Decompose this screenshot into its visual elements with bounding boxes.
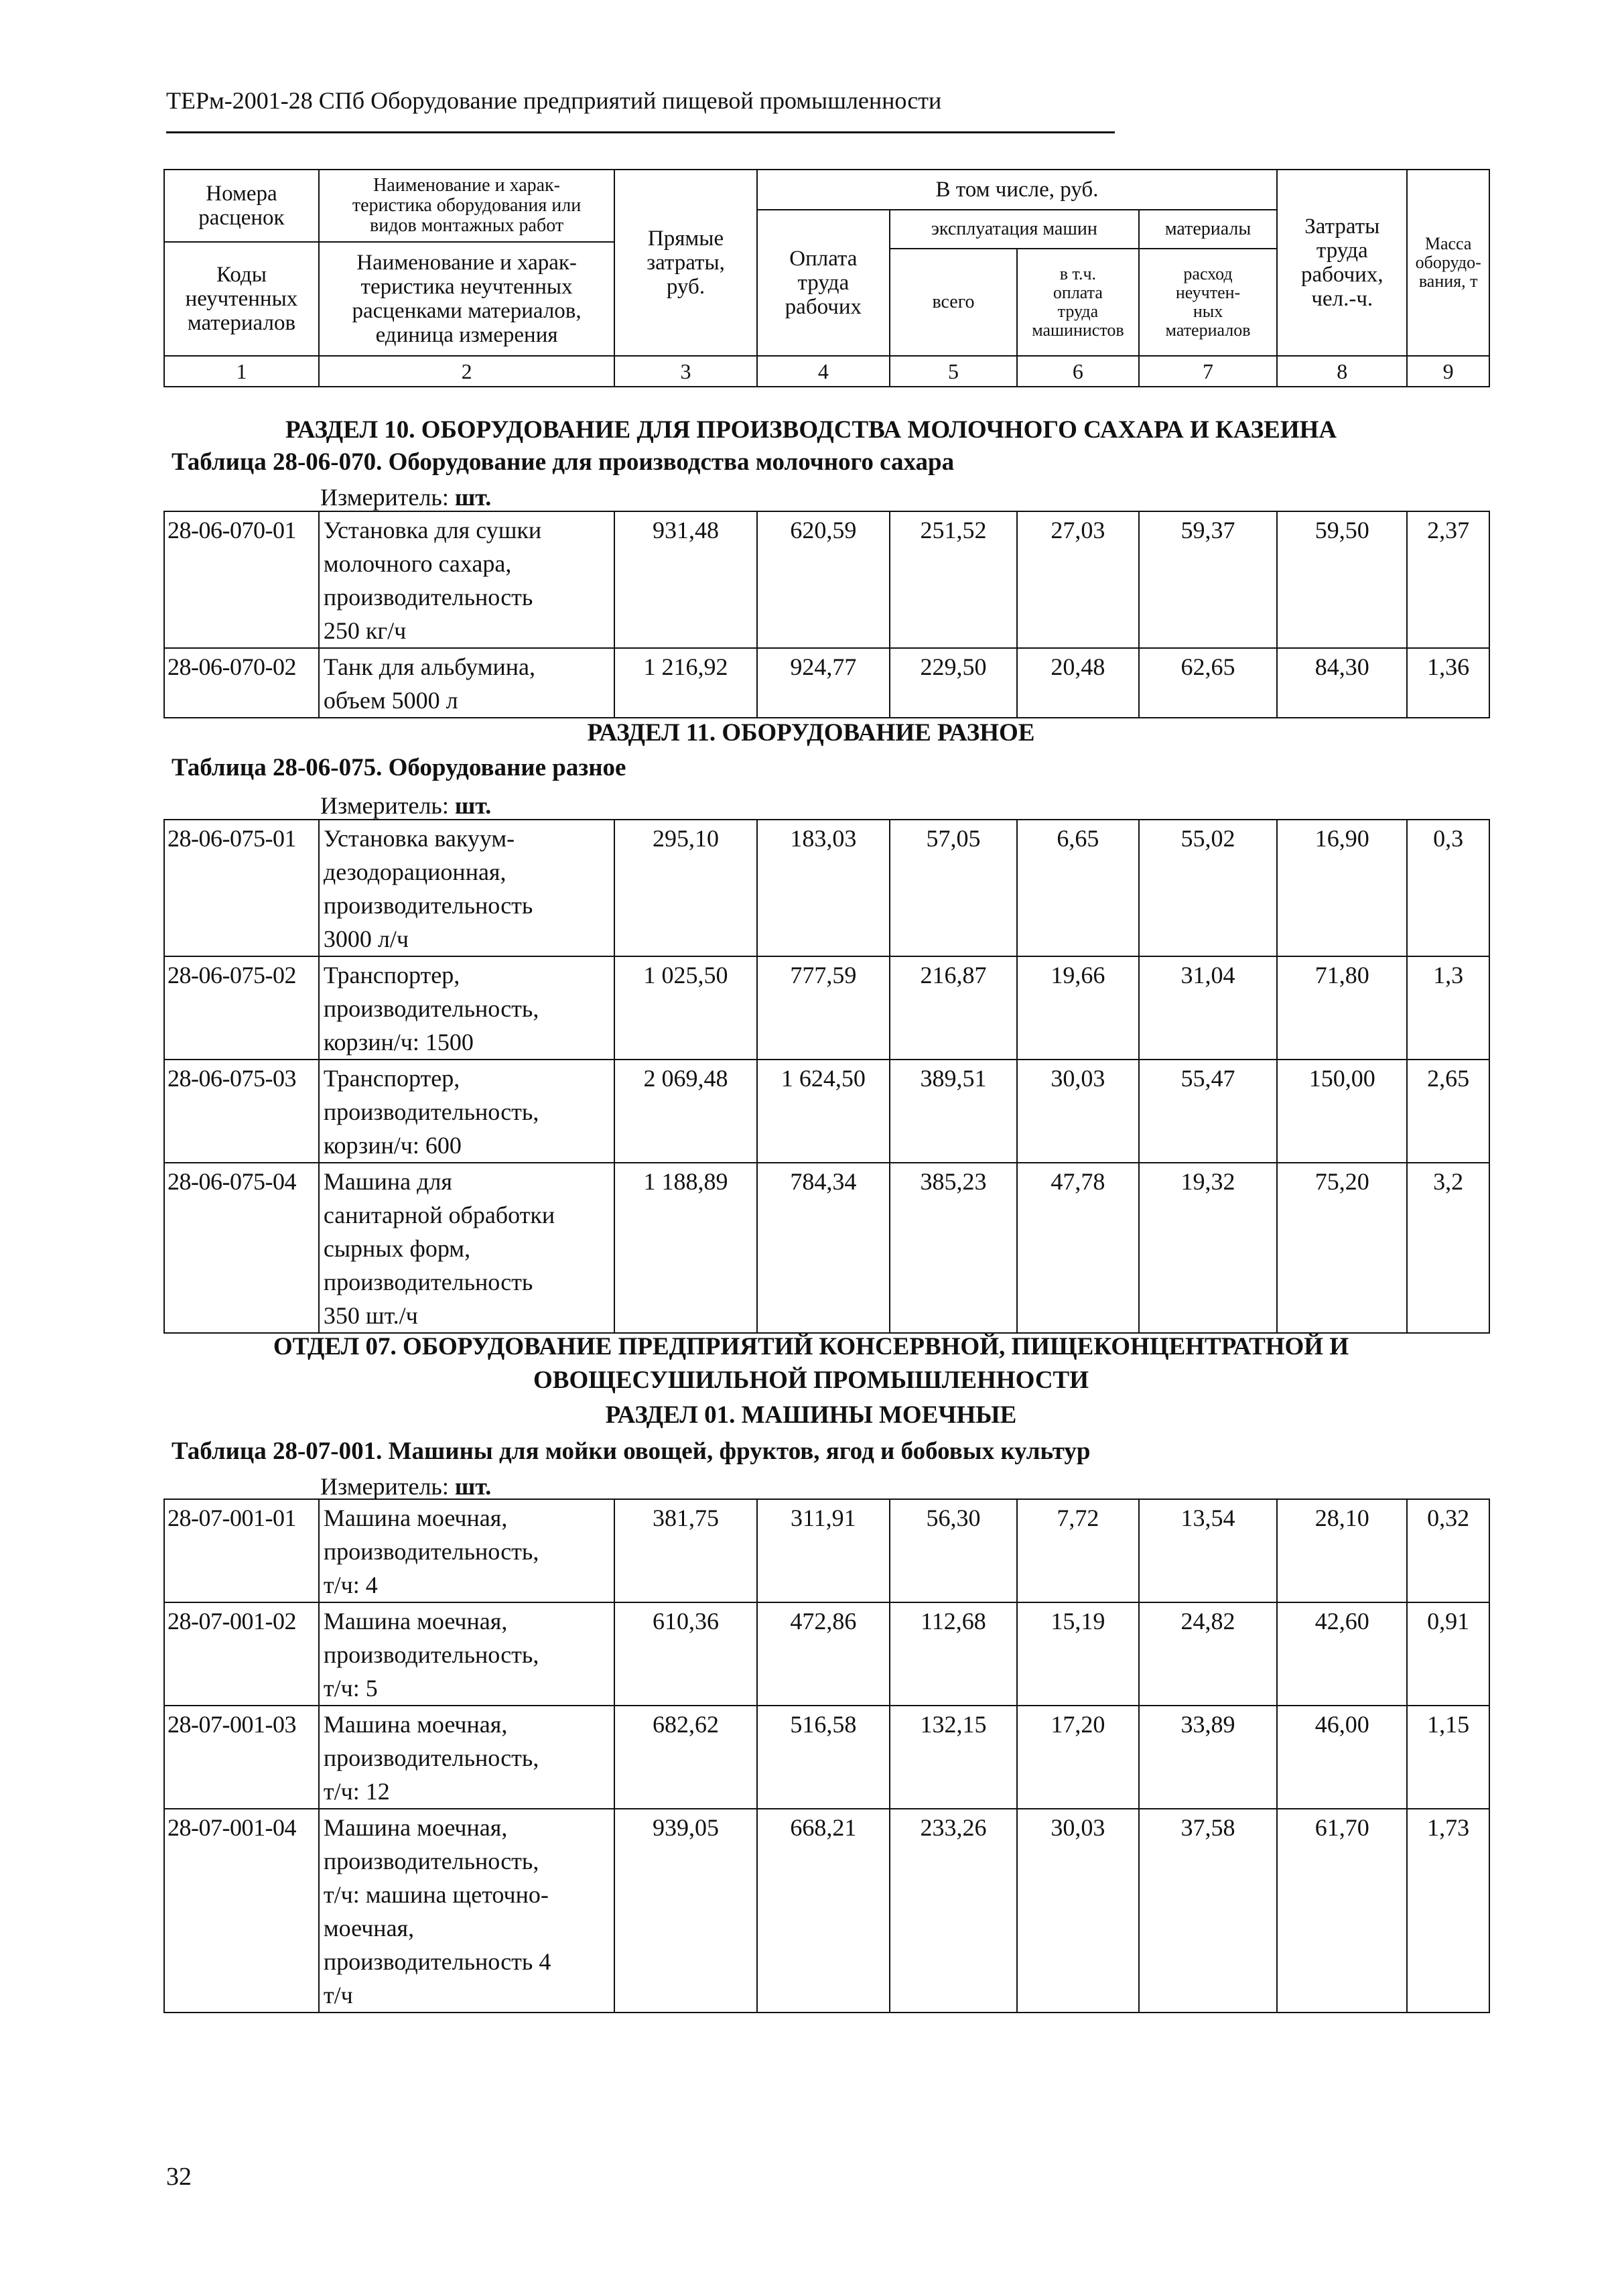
department-title-line1: ОТДЕЛ 07. ОБОРУДОВАНИЕ ПРЕДПРИЯТИЙ КОНСЕРВНОЙ, ПИЩЕКОНЦЕНТРАТНОЙ И bbox=[273, 1333, 1349, 1360]
description-line: корзин/ч: 600 bbox=[323, 1132, 462, 1159]
header-line: Оплата bbox=[789, 247, 858, 271]
description-line: производительность, bbox=[323, 995, 539, 1022]
equipment-mass-value: 0,91 bbox=[1407, 1602, 1489, 1706]
machinist-wages-value: 30,03 bbox=[1017, 1809, 1139, 2013]
worker-wages-value: 311,91 bbox=[757, 1499, 890, 1602]
machinist-wages-value: 17,20 bbox=[1017, 1706, 1139, 1809]
labor-hours-value: 28,10 bbox=[1277, 1499, 1407, 1602]
description-line: Установка вакуум- bbox=[323, 825, 515, 852]
machinist-wages-value: 7,72 bbox=[1017, 1499, 1139, 1602]
measure-label-text: Измеритель: bbox=[320, 1473, 449, 1500]
description-line: производительность bbox=[323, 584, 533, 611]
measure-label bbox=[320, 483, 491, 512]
machinist-wages-value: 19,66 bbox=[1017, 956, 1139, 1060]
direct-costs-value: 1 025,50 bbox=[614, 956, 757, 1060]
header-line: оплата bbox=[1053, 283, 1103, 302]
table-row bbox=[164, 1602, 1489, 1706]
column-header-table bbox=[163, 169, 1490, 387]
equipment-mass-value: 3,2 bbox=[1407, 1163, 1489, 1333]
header-line: труда bbox=[1057, 302, 1099, 321]
rate-code: 28-07-001-01 bbox=[164, 1499, 319, 1602]
header-line: неучтенных bbox=[185, 287, 298, 311]
table-row bbox=[164, 956, 1489, 1060]
direct-costs-value: 295,10 bbox=[614, 820, 757, 956]
description-line: производительность, bbox=[323, 1538, 539, 1565]
description-line: дезодорационная, bbox=[323, 858, 506, 885]
rate-description bbox=[319, 1602, 614, 1706]
description-line: молочного сахара, bbox=[323, 550, 512, 577]
table-title: Таблица 28-06-075. Оборудование разное bbox=[172, 754, 626, 781]
col-name-header bbox=[319, 170, 614, 356]
rate-description bbox=[319, 1499, 614, 1602]
table-row bbox=[164, 511, 1489, 648]
table-28-06-075 bbox=[163, 819, 1490, 1334]
direct-costs-value: 381,75 bbox=[614, 1499, 757, 1602]
header-rule bbox=[166, 131, 1115, 133]
description-line: Установка для сушки bbox=[323, 517, 542, 544]
header-line: труда bbox=[797, 271, 850, 295]
table-title: Таблица 28-06-070. Оборудование для производства молочного сахара bbox=[172, 448, 955, 476]
measure-unit: шт. bbox=[454, 792, 492, 819]
description-line: производительность bbox=[323, 1269, 533, 1295]
description-line: Машина для bbox=[323, 1168, 452, 1195]
materials-value: 19,32 bbox=[1139, 1163, 1277, 1333]
description-line: производительность bbox=[323, 892, 533, 919]
measure-unit: шт. bbox=[454, 484, 492, 511]
description-line: корзин/ч: 1500 bbox=[323, 1029, 474, 1056]
direct-costs-value: 939,05 bbox=[614, 1809, 757, 2013]
labor-hours-value: 150,00 bbox=[1277, 1060, 1407, 1163]
worker-wages-value: 1 624,50 bbox=[757, 1060, 890, 1163]
header-line: рабочих bbox=[785, 295, 862, 319]
description-line: Машина моечная, bbox=[323, 1608, 508, 1635]
materials-value: 33,89 bbox=[1139, 1706, 1277, 1809]
materials-value: 31,04 bbox=[1139, 956, 1277, 1060]
machines-total-value: 216,87 bbox=[890, 956, 1017, 1060]
machinist-wages-value: 27,03 bbox=[1017, 511, 1139, 648]
header-line: машинистов bbox=[1032, 320, 1124, 340]
description-line: т/ч: 4 bbox=[323, 1572, 378, 1598]
header-line: видов монтажных работ bbox=[370, 215, 564, 236]
description-line: сырных форм, bbox=[323, 1235, 471, 1262]
worker-wages-value: 668,21 bbox=[757, 1809, 890, 2013]
machines-total-value: 251,52 bbox=[890, 511, 1017, 648]
equipment-mass-value: 0,3 bbox=[1407, 820, 1489, 956]
machines-total-value: 229,50 bbox=[890, 648, 1017, 718]
col-mass-header bbox=[1407, 170, 1489, 356]
labor-hours-value: 42,60 bbox=[1277, 1602, 1407, 1706]
header-line: расценок bbox=[198, 206, 285, 230]
table-title: Таблица 28-07-001. Машины для мойки овощей, фруктов, ягод и бобовых культур bbox=[172, 1438, 1091, 1465]
worker-wages-value: 620,59 bbox=[757, 511, 890, 648]
column-number: 2 bbox=[319, 356, 614, 387]
rate-description bbox=[319, 511, 614, 648]
machinist-wages-value: 20,48 bbox=[1017, 648, 1139, 718]
rate-description bbox=[319, 1809, 614, 2013]
table-row bbox=[164, 820, 1489, 956]
table-row bbox=[164, 648, 1489, 718]
section-title: РАЗДЕЛ 01. МАШИНЫ МОЕЧНЫЕ bbox=[605, 1401, 1017, 1429]
direct-costs-value: 2 069,48 bbox=[614, 1060, 757, 1163]
description-line: объем 5000 л bbox=[323, 687, 458, 714]
header-line: теристика оборудования или bbox=[352, 195, 582, 216]
table-28-07-001 bbox=[163, 1498, 1490, 2013]
materials-value: 55,47 bbox=[1139, 1060, 1277, 1163]
column-number: 9 bbox=[1407, 356, 1489, 387]
section-title: РАЗДЕЛ 10. ОБОРУДОВАНИЕ ДЛЯ ПРОИЗВОДСТВА МОЛОЧНОГО САХАРА И КАЗЕИНА bbox=[285, 416, 1337, 444]
department-title-line2: ОВОЩЕСУШИЛЬНОЙ ПРОМЫШЛЕННОСТИ bbox=[533, 1366, 1089, 1394]
column-number: 8 bbox=[1277, 356, 1407, 387]
rate-description bbox=[319, 956, 614, 1060]
header-line: теристика неучтенных bbox=[360, 275, 573, 299]
equipment-mass-value: 1,15 bbox=[1407, 1706, 1489, 1809]
header-line: ных bbox=[1193, 302, 1223, 321]
description-line: производительность, bbox=[323, 1641, 539, 1668]
measure-unit: шт. bbox=[454, 1473, 492, 1500]
materials-header: материалы bbox=[1139, 210, 1277, 249]
column-number: 6 bbox=[1017, 356, 1139, 387]
description-line: Машина моечная, bbox=[323, 1505, 508, 1531]
description-line: производительность 4 bbox=[323, 1948, 551, 1975]
direct-costs-value: 610,36 bbox=[614, 1602, 757, 1706]
header-line: оборудо- bbox=[1415, 253, 1481, 272]
table-row bbox=[164, 1499, 1489, 1602]
machines-total-value: 56,30 bbox=[890, 1499, 1017, 1602]
equipment-mass-value: 1,3 bbox=[1407, 956, 1489, 1060]
worker-wages-value: 183,03 bbox=[757, 820, 890, 956]
column-number: 5 bbox=[890, 356, 1017, 387]
header-line: чел.-ч. bbox=[1311, 287, 1373, 311]
rate-code: 28-07-001-04 bbox=[164, 1809, 319, 2013]
header-line: расценками материалов, bbox=[352, 299, 582, 323]
table-row bbox=[164, 1706, 1489, 1809]
direct-costs-value: 1 188,89 bbox=[614, 1163, 757, 1333]
rate-code: 28-07-001-03 bbox=[164, 1706, 319, 1809]
description-line: производительность, bbox=[323, 1848, 539, 1874]
header-line: материалов bbox=[187, 311, 296, 335]
description-line: т/ч: 12 bbox=[323, 1778, 390, 1805]
header-line: затраты, bbox=[647, 251, 725, 275]
description-line: санитарной обработки bbox=[323, 1202, 555, 1228]
header-line: расход bbox=[1183, 264, 1233, 283]
equipment-mass-value: 2,37 bbox=[1407, 511, 1489, 648]
header-line: труда bbox=[1316, 239, 1368, 263]
machines-total-value: 233,26 bbox=[890, 1809, 1017, 2013]
rate-code: 28-06-070-01 bbox=[164, 511, 319, 648]
column-number: 7 bbox=[1139, 356, 1277, 387]
materials-value: 13,54 bbox=[1139, 1499, 1277, 1602]
worker-wages-value: 924,77 bbox=[757, 648, 890, 718]
col-wages-header bbox=[757, 210, 890, 356]
column-number: 4 bbox=[757, 356, 890, 387]
equipment-mass-value: 1,73 bbox=[1407, 1809, 1489, 2013]
column-number: 1 bbox=[164, 356, 319, 387]
materials-value: 62,65 bbox=[1139, 648, 1277, 718]
labor-hours-value: 71,80 bbox=[1277, 956, 1407, 1060]
description-line: т/ч bbox=[323, 1982, 353, 2008]
header-line: вания, т bbox=[1418, 271, 1478, 291]
labor-hours-value: 16,90 bbox=[1277, 820, 1407, 956]
description-line: производительность, bbox=[323, 1744, 539, 1771]
header-line: Масса bbox=[1424, 234, 1472, 253]
worker-wages-value: 472,86 bbox=[757, 1602, 890, 1706]
direct-costs-value: 931,48 bbox=[614, 511, 757, 648]
table-28-06-070 bbox=[163, 511, 1490, 718]
description-line: Машина моечная, bbox=[323, 1814, 508, 1841]
rate-description bbox=[319, 820, 614, 956]
machinist-wages-value: 15,19 bbox=[1017, 1602, 1139, 1706]
materials-value: 37,58 bbox=[1139, 1809, 1277, 2013]
direct-costs-value: 682,62 bbox=[614, 1706, 757, 1809]
col-labor-hours-header bbox=[1277, 170, 1407, 356]
table-row bbox=[164, 1163, 1489, 1333]
header-line: неучтен- bbox=[1175, 283, 1241, 302]
measure-label bbox=[320, 791, 491, 820]
rate-description bbox=[319, 1163, 614, 1333]
table-row bbox=[164, 1060, 1489, 1163]
worker-wages-value: 784,34 bbox=[757, 1163, 890, 1333]
description-line: Транспортер, bbox=[323, 962, 460, 988]
materials-value: 24,82 bbox=[1139, 1602, 1277, 1706]
rate-code: 28-06-075-04 bbox=[164, 1163, 319, 1333]
machines-total-value: 57,05 bbox=[890, 820, 1017, 956]
header-line: единица измерения bbox=[375, 323, 558, 347]
page-number: 32 bbox=[166, 2163, 192, 2191]
col-machines-total-header: всего bbox=[890, 249, 1017, 356]
worker-wages-value: 516,58 bbox=[757, 1706, 890, 1809]
description-line: Танк для альбумина, bbox=[323, 653, 535, 680]
equipment-mass-value: 2,65 bbox=[1407, 1060, 1489, 1163]
header-line: рабочих, bbox=[1300, 263, 1383, 287]
labor-hours-value: 46,00 bbox=[1277, 1706, 1407, 1809]
machines-total-value: 389,51 bbox=[890, 1060, 1017, 1163]
rate-code: 28-06-070-02 bbox=[164, 648, 319, 718]
description-line: 3000 л/ч bbox=[323, 926, 409, 952]
header-line: Прямые bbox=[647, 227, 724, 251]
table-row bbox=[164, 1809, 1489, 2013]
rate-code: 28-06-075-01 bbox=[164, 820, 319, 956]
equipment-mass-value: 1,36 bbox=[1407, 648, 1489, 718]
labor-hours-value: 75,20 bbox=[1277, 1163, 1407, 1333]
description-line: Машина моечная, bbox=[323, 1711, 508, 1738]
header-line: материалов bbox=[1165, 320, 1251, 340]
col-machinist-wages-header bbox=[1017, 249, 1139, 356]
header-line: Наименование и харак- bbox=[373, 175, 560, 196]
machinist-wages-value: 30,03 bbox=[1017, 1060, 1139, 1163]
machines-total-value: 132,15 bbox=[890, 1706, 1017, 1809]
machines-header: эксплуатация машин bbox=[890, 210, 1139, 249]
running-title: ТЕРм-2001-28 СПб Оборудование предприятий пищевой промышленности bbox=[166, 87, 942, 114]
worker-wages-value: 777,59 bbox=[757, 956, 890, 1060]
rate-description bbox=[319, 1706, 614, 1809]
description-line: Транспортер, bbox=[323, 1065, 460, 1092]
machinist-wages-value: 47,78 bbox=[1017, 1163, 1139, 1333]
column-number: 3 bbox=[614, 356, 757, 387]
equipment-mass-value: 0,32 bbox=[1407, 1499, 1489, 1602]
machines-total-value: 112,68 bbox=[890, 1602, 1017, 1706]
group-header: В том числе, руб. bbox=[757, 170, 1277, 210]
rate-code: 28-07-001-02 bbox=[164, 1602, 319, 1706]
description-line: 350 шт./ч bbox=[323, 1302, 418, 1329]
rate-code: 28-06-075-03 bbox=[164, 1060, 319, 1163]
description-line: т/ч: 5 bbox=[323, 1675, 378, 1702]
measure-label-text: Измеритель: bbox=[320, 484, 449, 511]
labor-hours-value: 84,30 bbox=[1277, 648, 1407, 718]
header-line: руб. bbox=[666, 275, 705, 299]
description-line: 250 кг/ч bbox=[323, 617, 407, 644]
rate-description bbox=[319, 648, 614, 718]
description-line: производительность, bbox=[323, 1098, 539, 1125]
header-line: Наименование и харак- bbox=[356, 251, 577, 275]
labor-hours-value: 59,50 bbox=[1277, 511, 1407, 648]
machines-total-value: 385,23 bbox=[890, 1163, 1017, 1333]
materials-value: 59,37 bbox=[1139, 511, 1277, 648]
header-line: Номера bbox=[206, 182, 277, 206]
header-line: Коды bbox=[216, 263, 267, 287]
labor-hours-value: 61,70 bbox=[1277, 1809, 1407, 2013]
col-materials-header bbox=[1139, 249, 1277, 356]
rate-code: 28-06-075-02 bbox=[164, 956, 319, 1060]
rate-description bbox=[319, 1060, 614, 1163]
description-line: моечная, bbox=[323, 1915, 415, 1941]
section-title: РАЗДЕЛ 11. ОБОРУДОВАНИЕ РАЗНОЕ bbox=[587, 719, 1035, 747]
machinist-wages-value: 6,65 bbox=[1017, 820, 1139, 956]
col-direct-costs-header bbox=[614, 170, 757, 356]
materials-value: 55,02 bbox=[1139, 820, 1277, 956]
header-line: в т.ч. bbox=[1059, 264, 1097, 283]
measure-label bbox=[320, 1472, 491, 1501]
col-code-header bbox=[164, 170, 319, 356]
description-line: т/ч: машина щеточно- bbox=[323, 1881, 549, 1908]
direct-costs-value: 1 216,92 bbox=[614, 648, 757, 718]
header-line: Затраты bbox=[1304, 214, 1380, 239]
measure-label-text: Измеритель: bbox=[320, 792, 449, 819]
